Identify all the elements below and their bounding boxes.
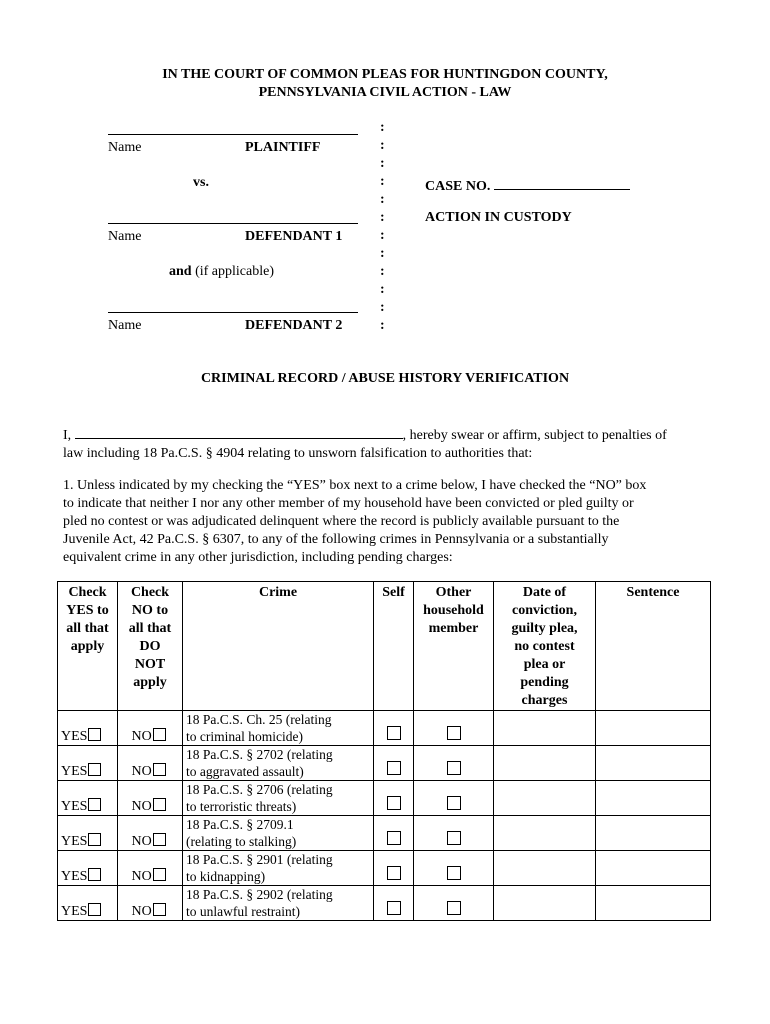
crimes-table bbox=[57, 581, 711, 921]
case-number-field bbox=[425, 175, 630, 195]
no-checkbox-cell[interactable]: NO bbox=[118, 746, 183, 781]
caption-colon: : bbox=[380, 282, 385, 297]
yes-checkbox[interactable] bbox=[88, 763, 101, 776]
and-if-applicable-label bbox=[169, 264, 274, 280]
other-member-checkbox[interactable] bbox=[447, 831, 461, 845]
crime-cell: 18 Pa.C.S. Ch. 25 (relating to criminal homicide) bbox=[183, 711, 374, 746]
yes-checkbox-cell[interactable]: YES bbox=[58, 851, 118, 886]
no-checkbox-cell[interactable]: NO bbox=[118, 816, 183, 851]
date-field[interactable] bbox=[494, 851, 596, 886]
self-checkbox-cell[interactable] bbox=[374, 816, 414, 851]
case-number-blank[interactable] bbox=[494, 175, 630, 190]
other-member-checkbox[interactable] bbox=[447, 866, 461, 880]
self-checkbox[interactable] bbox=[387, 796, 401, 810]
verification-heading: CRIMINAL RECORD / ABUSE HISTORY VERIFICATION bbox=[200, 371, 570, 386]
defendant2-name-line[interactable] bbox=[108, 312, 358, 313]
plaintiff-name-label: Name bbox=[108, 140, 142, 155]
plaintiff-name-line[interactable] bbox=[108, 134, 358, 135]
sentence-field[interactable] bbox=[596, 781, 711, 816]
yes-checkbox[interactable] bbox=[88, 728, 101, 741]
caption-colon: : bbox=[380, 138, 385, 153]
crime-cell: 18 Pa.C.S. § 2902 (relating to unlawful restraint) bbox=[183, 886, 374, 921]
caption-colon: : bbox=[380, 318, 385, 333]
table-row bbox=[58, 711, 711, 746]
self-checkbox-cell[interactable] bbox=[374, 711, 414, 746]
header-date-of-conviction: Date of conviction, guilty plea, no contest plea or pending charges bbox=[494, 582, 596, 711]
header-crime: Crime bbox=[183, 582, 374, 711]
case-number-label: CASE NO. bbox=[425, 179, 491, 194]
no-checkbox-cell[interactable]: NO bbox=[118, 886, 183, 921]
self-checkbox-cell[interactable] bbox=[374, 886, 414, 921]
table-row bbox=[58, 746, 711, 781]
header-self: Self bbox=[374, 582, 414, 711]
yes-checkbox-cell[interactable]: YES bbox=[58, 816, 118, 851]
self-checkbox[interactable] bbox=[387, 866, 401, 880]
caption-colon: : bbox=[380, 210, 385, 225]
yes-checkbox-cell[interactable]: YES bbox=[58, 711, 118, 746]
defendant2-name-label: Name bbox=[108, 318, 142, 333]
no-checkbox[interactable] bbox=[153, 728, 166, 741]
verification-line-2: law including 18 Pa.C.S. § 4904 relating to unsworn falsification to authorities that: bbox=[63, 446, 533, 461]
other-member-checkbox-cell[interactable] bbox=[414, 851, 494, 886]
other-member-checkbox-cell[interactable] bbox=[414, 886, 494, 921]
table-row bbox=[58, 816, 711, 851]
verification-statement bbox=[63, 424, 713, 463]
no-checkbox[interactable] bbox=[153, 868, 166, 881]
sentence-field[interactable] bbox=[596, 711, 711, 746]
defendant1-name-line[interactable] bbox=[108, 223, 358, 224]
other-member-checkbox[interactable] bbox=[447, 761, 461, 775]
defendant1-label: DEFENDANT 1 bbox=[245, 229, 343, 244]
caption-colon: : bbox=[380, 174, 385, 189]
no-checkbox-cell[interactable]: NO bbox=[118, 711, 183, 746]
self-checkbox[interactable] bbox=[387, 761, 401, 775]
date-field[interactable] bbox=[494, 781, 596, 816]
caption-colon: : bbox=[380, 300, 385, 315]
self-checkbox-cell[interactable] bbox=[374, 781, 414, 816]
date-field[interactable] bbox=[494, 816, 596, 851]
crime-cell: 18 Pa.C.S. § 2702 (relating to aggravated assault) bbox=[183, 746, 374, 781]
crime-cell: 18 Pa.C.S. § 2706 (relating to terroristic threats) bbox=[183, 781, 374, 816]
caption-colon: : bbox=[380, 156, 385, 171]
date-field[interactable] bbox=[494, 711, 596, 746]
sentence-field[interactable] bbox=[596, 746, 711, 781]
other-member-checkbox-cell[interactable] bbox=[414, 746, 494, 781]
court-title-line-2: PENNSYLVANIA CIVIL ACTION - LAW bbox=[258, 85, 512, 100]
defendant2-label: DEFENDANT 2 bbox=[245, 318, 343, 333]
yes-checkbox[interactable] bbox=[88, 833, 101, 846]
paragraph-1-line: 1. Unless indicated by my checking the “YES” box next to a crime below, I have checked the “NO” box bbox=[63, 478, 647, 493]
yes-checkbox[interactable] bbox=[88, 798, 101, 811]
verification-prefix: I, bbox=[63, 428, 72, 443]
action-in-custody-label: ACTION IN CUSTODY bbox=[425, 210, 572, 225]
and-word: and bbox=[169, 264, 192, 279]
other-member-checkbox-cell[interactable] bbox=[414, 711, 494, 746]
header-sentence: Sentence bbox=[596, 582, 711, 711]
yes-checkbox[interactable] bbox=[88, 903, 101, 916]
paragraph-1-line: pled no contest or was adjudicated delinquent where the record is publicly available pursuant to the bbox=[63, 514, 620, 529]
sentence-field[interactable] bbox=[596, 886, 711, 921]
no-checkbox-cell[interactable]: NO bbox=[118, 781, 183, 816]
paragraph-1-line: Juvenile Act, 42 Pa.C.S. § 6307, to any of the following crimes in Pennsylvania or a substantially bbox=[63, 532, 609, 547]
self-checkbox-cell[interactable] bbox=[374, 851, 414, 886]
caption-colon: : bbox=[380, 120, 385, 135]
caption-colon: : bbox=[380, 246, 385, 261]
self-checkbox[interactable] bbox=[387, 901, 401, 915]
header-check-yes: Check YES to all that apply bbox=[58, 582, 118, 711]
versus-label: vs. bbox=[193, 175, 209, 190]
other-member-checkbox[interactable] bbox=[447, 796, 461, 810]
crime-cell: 18 Pa.C.S. § 2901 (relating to kidnapping) bbox=[183, 851, 374, 886]
other-member-checkbox-cell[interactable] bbox=[414, 816, 494, 851]
paragraph-1-line: to indicate that neither I nor any other member of my household have been convicted or pled guilty or bbox=[63, 496, 634, 511]
yes-checkbox[interactable] bbox=[88, 868, 101, 881]
self-checkbox[interactable] bbox=[387, 831, 401, 845]
other-member-checkbox[interactable] bbox=[447, 901, 461, 915]
yes-checkbox-cell[interactable]: YES bbox=[58, 746, 118, 781]
sentence-field[interactable] bbox=[596, 851, 711, 886]
caption-colon: : bbox=[380, 264, 385, 279]
date-field[interactable] bbox=[494, 746, 596, 781]
yes-checkbox-cell[interactable]: YES bbox=[58, 886, 118, 921]
no-checkbox[interactable] bbox=[153, 763, 166, 776]
caption-colon: : bbox=[380, 228, 385, 243]
verification-suffix: , hereby swear or affirm, subject to penalties of bbox=[402, 428, 667, 443]
self-checkbox-cell[interactable] bbox=[374, 746, 414, 781]
no-checkbox[interactable] bbox=[153, 903, 166, 916]
header-other-household-member: Other household member bbox=[414, 582, 494, 711]
date-field[interactable] bbox=[494, 886, 596, 921]
if-applicable-text: (if applicable) bbox=[191, 264, 274, 279]
affiant-name-blank[interactable] bbox=[75, 424, 403, 439]
table-row bbox=[58, 886, 711, 921]
other-member-checkbox[interactable] bbox=[447, 726, 461, 740]
paragraph-1-line: equivalent crime in any other jurisdiction, including pending charges: bbox=[63, 550, 453, 565]
court-title-line-1: IN THE COURT OF COMMON PLEAS FOR HUNTINGDON COUNTY, bbox=[162, 67, 608, 82]
crime-cell: 18 Pa.C.S. § 2709.1 (relating to stalking) bbox=[183, 816, 374, 851]
yes-checkbox-cell[interactable]: YES bbox=[58, 781, 118, 816]
sentence-field[interactable] bbox=[596, 816, 711, 851]
other-member-checkbox-cell[interactable] bbox=[414, 781, 494, 816]
plaintiff-label: PLAINTIFF bbox=[245, 140, 321, 155]
table-header-row bbox=[58, 582, 711, 711]
no-checkbox-cell[interactable]: NO bbox=[118, 851, 183, 886]
table-row bbox=[58, 781, 711, 816]
header-check-no: Check NO to all that DO NOT apply bbox=[118, 582, 183, 711]
caption-colon: : bbox=[380, 192, 385, 207]
paragraph-1 bbox=[63, 477, 713, 567]
no-checkbox[interactable] bbox=[153, 833, 166, 846]
table-row bbox=[58, 851, 711, 886]
no-checkbox[interactable] bbox=[153, 798, 166, 811]
self-checkbox[interactable] bbox=[387, 726, 401, 740]
defendant1-name-label: Name bbox=[108, 229, 142, 244]
